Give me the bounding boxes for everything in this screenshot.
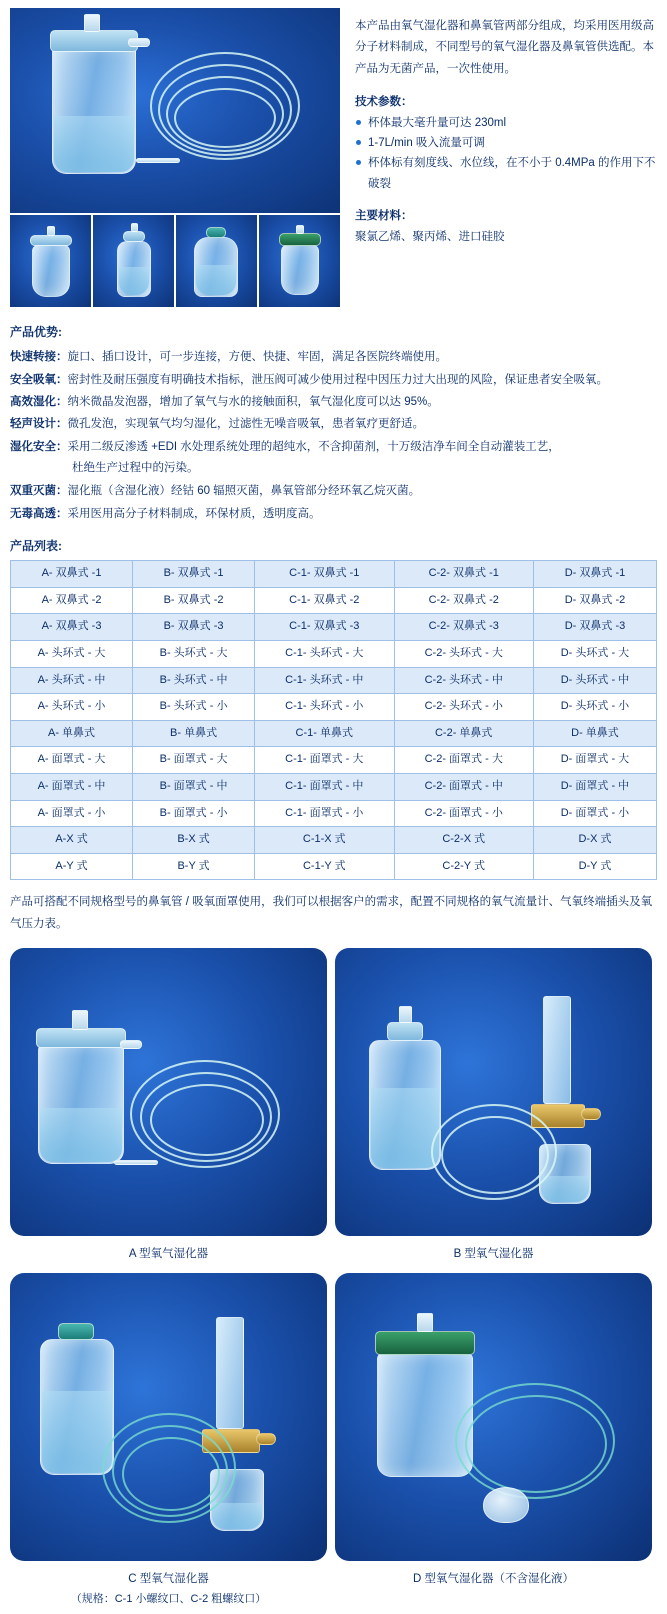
tubing-coil-green	[122, 1437, 220, 1511]
table-cell: B- 面罩式 - 大	[133, 747, 255, 774]
table-cell: C-1-X 式	[255, 827, 394, 854]
advantage-label: 湿化安全：	[10, 440, 68, 453]
advantage-text: 密封性及耐压强度有明确技术指标，泄压阀可减少使用过程中因压力过大出现的风险，保证患者安全吸氧。	[67, 373, 608, 386]
nozzle	[296, 225, 304, 234]
tubing-coil-green	[465, 1395, 607, 1493]
table-cell: A- 头环式 - 中	[11, 667, 133, 694]
tubing-coil	[150, 1084, 264, 1156]
table-cell: C-1- 双鼻式 -1	[255, 561, 394, 588]
gallery-caption: D 型氧气湿化器（不含湿化液）	[413, 1573, 574, 1586]
thumbnail-2[interactable]	[93, 215, 174, 307]
table-row	[11, 614, 657, 641]
table-cell: C-1-Y 式	[255, 853, 394, 880]
spec-item: 杯体标有刻度线、水位线，在不小于 0.4MPa 的作用下不破裂	[355, 153, 657, 193]
table-cell: A- 双鼻式 -3	[11, 614, 133, 641]
table-cell: D- 单鼻式	[533, 720, 656, 747]
table-cell: D- 面罩式 - 中	[533, 773, 656, 800]
bottle-nozzle	[84, 14, 100, 32]
spec-item: 杯体最大毫升量可达 230ml	[355, 113, 657, 133]
table-cell: A- 双鼻式 -2	[11, 587, 133, 614]
photo-b-humidifier	[335, 948, 652, 1236]
table-cell: B- 双鼻式 -2	[133, 587, 255, 614]
table-cell: B- 单鼻式	[133, 720, 255, 747]
thumbnail-3[interactable]	[176, 215, 257, 307]
hero-product-photo	[10, 8, 340, 213]
table-cell: B- 头环式 - 小	[133, 694, 255, 721]
bottle-outlet	[128, 38, 150, 47]
cap-green	[375, 1331, 475, 1355]
nasal-cannula-tip	[136, 158, 180, 163]
water	[119, 267, 149, 295]
gallery-item-d	[335, 1273, 652, 1614]
cap	[30, 235, 72, 246]
spec-title: 技术参数：	[355, 95, 413, 108]
advantage-text: 采用二级反渗透 +EDI 水处理系统处理的超纯水，不含抑菌剂，十万级洁净车间全自动灌装工艺，	[67, 440, 560, 453]
bottle-water-level	[54, 116, 134, 172]
table-cell: C-1- 头环式 - 中	[255, 667, 394, 694]
table-cell: D- 双鼻式 -3	[533, 614, 656, 641]
table-cell: C-2- 单鼻式	[394, 720, 533, 747]
table-cell: C-1- 面罩式 - 中	[255, 773, 394, 800]
advantage-row	[10, 369, 657, 391]
gallery-caption: B 型氧气湿化器	[453, 1247, 534, 1260]
table-cell: C-1- 头环式 - 小	[255, 694, 394, 721]
table-cell: C-2- 面罩式 - 大	[394, 747, 533, 774]
photo-d-humidifier	[335, 1273, 652, 1561]
thumbnail-1[interactable]	[10, 215, 91, 307]
advantage-row	[10, 413, 657, 435]
nozzle	[417, 1313, 433, 1332]
cap	[36, 1028, 126, 1048]
outlet	[120, 1040, 142, 1049]
table-row	[11, 561, 657, 588]
image-column	[10, 8, 340, 307]
advantage-label: 双重灭菌：	[10, 485, 68, 498]
water	[196, 265, 236, 295]
advantage-continuation: 杜绝生产过程中的污染。	[72, 462, 199, 475]
table-cell: A- 头环式 - 小	[11, 694, 133, 721]
nozzle	[399, 1006, 412, 1023]
table-cell: C-2- 双鼻式 -1	[394, 561, 533, 588]
table-cell: C-1- 双鼻式 -2	[255, 587, 394, 614]
gallery-item-c	[10, 1273, 327, 1614]
table-cell: D- 双鼻式 -1	[533, 561, 656, 588]
advantage-row	[10, 391, 657, 413]
cap	[387, 1022, 423, 1041]
table-cell: B- 双鼻式 -1	[133, 561, 255, 588]
table-cell: D-Y 式	[533, 853, 656, 880]
spec-list	[355, 113, 657, 194]
nozzle	[47, 226, 55, 236]
table-cell: A- 面罩式 - 大	[11, 747, 133, 774]
product-list-section	[0, 525, 667, 880]
gallery-caption: A 型氧气湿化器	[128, 1247, 209, 1260]
table-cell: C-2-Y 式	[394, 853, 533, 880]
product-gallery	[0, 936, 667, 1614]
flowmeter-tube	[216, 1317, 244, 1429]
table-cell: D- 面罩式 - 小	[533, 800, 656, 827]
cap-teal	[58, 1323, 94, 1340]
advantage-label: 高效湿化：	[10, 396, 68, 409]
table-cell: B- 头环式 - 大	[133, 640, 255, 667]
thumbnail-4[interactable]	[259, 215, 340, 307]
table-cell: C-2- 头环式 - 小	[394, 694, 533, 721]
table-cell: C-1- 面罩式 - 小	[255, 800, 394, 827]
photo-c-humidifier	[10, 1273, 327, 1561]
cannula-tip	[114, 1160, 158, 1165]
advantage-text: 湿化瓶（含湿化液）经钴 60 辐照灭菌，鼻氧管部分经环氧乙烷灭菌。	[67, 485, 421, 498]
advantage-row	[10, 480, 657, 502]
nozzle	[72, 1010, 88, 1030]
advantage-row	[10, 346, 657, 368]
advantage-row	[10, 436, 657, 458]
cap	[123, 231, 145, 242]
nozzle	[131, 223, 138, 232]
advantage-label: 轻声设计：	[10, 418, 68, 431]
table-cell: D- 面罩式 - 大	[533, 747, 656, 774]
table-cell: A- 面罩式 - 小	[11, 800, 133, 827]
gallery-caption: C 型氧气湿化器	[128, 1573, 209, 1586]
table-cell: A-Y 式	[11, 853, 133, 880]
table-row	[11, 773, 657, 800]
table-row	[11, 694, 657, 721]
table-cell: B- 面罩式 - 小	[133, 800, 255, 827]
gallery-item-b	[335, 948, 652, 1265]
bottle	[281, 245, 319, 295]
table-cell: C-1- 面罩式 - 大	[255, 747, 394, 774]
photo-a-humidifier	[10, 948, 327, 1236]
table-cell: C-2- 头环式 - 中	[394, 667, 533, 694]
table-cell: C-1- 单鼻式	[255, 720, 394, 747]
intro-column	[340, 8, 657, 307]
product-list-table	[10, 560, 657, 880]
flowmeter-tube	[543, 996, 571, 1104]
advantage-text: 纳米微晶发泡器，增加了氧气与水的接触面积，氧气湿化度可以达 95%。	[67, 396, 439, 409]
table-row	[11, 800, 657, 827]
advantage-text: 微孔发泡，实现氧气均匀湿化，过滤性无噪音吸氧，患者氧疗更舒适。	[67, 418, 424, 431]
table-cell: D- 头环式 - 小	[533, 694, 656, 721]
advantage-label: 安全吸氧：	[10, 373, 68, 386]
bottle-cap	[50, 30, 138, 52]
thumbnail-strip	[10, 215, 340, 307]
bottle	[32, 245, 70, 297]
valve-knob	[256, 1433, 276, 1445]
table-row	[11, 747, 657, 774]
table-cell: A- 头环式 - 大	[11, 640, 133, 667]
table-cell: C-2- 面罩式 - 小	[394, 800, 533, 827]
table-cell: A- 双鼻式 -1	[11, 561, 133, 588]
advantage-label: 快速转接：	[10, 351, 68, 364]
gallery-item-a	[10, 948, 327, 1265]
advantages-title: 产品优势:	[10, 325, 62, 339]
table-row	[11, 587, 657, 614]
advantage-label: 无毒高透：	[10, 507, 68, 520]
table-row	[11, 827, 657, 854]
advantages-section	[0, 307, 667, 525]
water	[40, 1108, 122, 1162]
product-list-title: 产品列表:	[10, 538, 62, 553]
table-cell: D- 头环式 - 大	[533, 640, 656, 667]
cap-green	[279, 233, 321, 246]
table-cell: C-2- 双鼻式 -3	[394, 614, 533, 641]
top-section	[0, 0, 667, 307]
table-cell: C-1- 双鼻式 -3	[255, 614, 394, 641]
table-cell: C-1- 头环式 - 大	[255, 640, 394, 667]
table-cell: A-X 式	[11, 827, 133, 854]
table-row	[11, 667, 657, 694]
material-text: 聚氯乙烯、聚丙烯、进口硅胶	[355, 231, 505, 244]
table-cell: B-X 式	[133, 827, 255, 854]
table-cell: D-X 式	[533, 827, 656, 854]
table-cell: C-2- 头环式 - 大	[394, 640, 533, 667]
table-row	[11, 640, 657, 667]
cap	[206, 227, 226, 238]
material-title: 主要材料：	[355, 209, 413, 222]
table-cell: B-Y 式	[133, 853, 255, 880]
table-cell: C-2-X 式	[394, 827, 533, 854]
table-row	[11, 720, 657, 747]
small-bottle-water	[541, 1176, 589, 1202]
valve-knob	[581, 1108, 601, 1120]
oxygen-tubing-coil	[174, 88, 276, 148]
table-row	[11, 853, 657, 880]
table-cell: D- 双鼻式 -2	[533, 587, 656, 614]
advantage-row	[10, 503, 657, 525]
table-cell: A- 单鼻式	[11, 720, 133, 747]
table-cell: B- 面罩式 - 中	[133, 773, 255, 800]
small-bottle-water	[212, 1503, 262, 1529]
intro-paragraph: 本产品由氧气湿化器和鼻氧管两部分组成，均采用医用级高分子材料制成，不同型号的氧气湿化器及鼻氧管供选配。本产品为无菌产品，一次性使用。	[355, 20, 654, 75]
tubing-coil	[441, 1116, 549, 1194]
water	[371, 1088, 439, 1168]
table-cell: B- 双鼻式 -3	[133, 614, 255, 641]
table-cell: A- 面罩式 - 中	[11, 773, 133, 800]
table-cell: C-2- 面罩式 - 中	[394, 773, 533, 800]
advantage-text: 采用医用高分子材料制成，环保材质，透明度高。	[67, 507, 321, 520]
gallery-subcaption: （规格：C-1 小螺纹口、C-2 粗螺纹口）	[70, 1592, 267, 1605]
oxygen-mask	[483, 1487, 529, 1523]
advantage-text: 旋口、插口设计，可一步连接，方便、快捷、牢固，满足各医院终端使用。	[67, 351, 447, 364]
table-cell: D- 头环式 - 中	[533, 667, 656, 694]
spec-item: 1-7L/min 吸入流量可调	[355, 133, 657, 153]
table-cell: B- 头环式 - 中	[133, 667, 255, 694]
table-cell: C-2- 双鼻式 -2	[394, 587, 533, 614]
configuration-note: 产品可搭配不同规格型号的鼻氧管 / 吸氧面罩使用，我们可以根据客户的需求，配置不同规格的氧气流量计、气氧终端插头及氧气压力表。	[10, 896, 653, 931]
